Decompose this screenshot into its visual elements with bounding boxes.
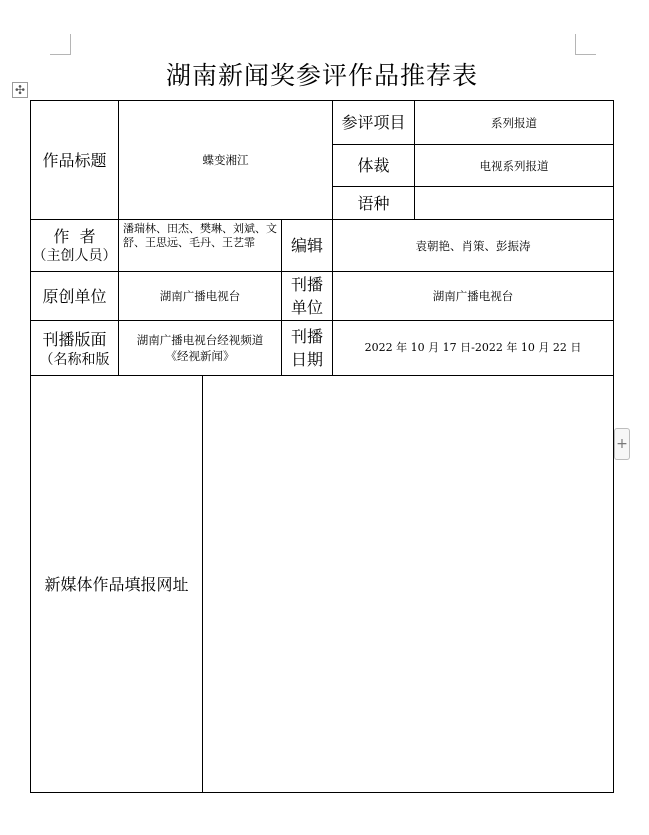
url-label: 新媒体作品填报网址 (44, 574, 189, 594)
publish-unit-label-line1: 刊播 (290, 275, 323, 294)
work-title-label-cell (30, 100, 119, 220)
editor-value: 袁朝艳、肖策、彭振涛 (415, 238, 531, 253)
author-label-cell (30, 219, 119, 272)
date-label-cell (281, 320, 333, 376)
date-label-line2: 日期 (290, 350, 323, 369)
work-title-value: 蝶变湘江 (202, 153, 249, 167)
edition-value-cell[interactable] (118, 320, 282, 376)
author-label-line1: 作 者 (53, 226, 96, 246)
edition-label-cell (30, 320, 119, 376)
edition-label-line2: （名称和版 (39, 351, 110, 368)
genre-value: 电视系列报道 (479, 158, 549, 173)
language-label: 语种 (357, 193, 390, 213)
author-value-cell[interactable] (118, 219, 282, 272)
edition-label-line1: 刊播版面 (42, 329, 107, 349)
original-unit-value-cell[interactable] (118, 271, 282, 321)
genre-label-cell (332, 144, 415, 187)
edition-value-line2: 《经视新闻》 (165, 349, 235, 363)
publish-unit-label-cell (281, 271, 333, 321)
language-label-cell (332, 186, 415, 220)
publish-unit-label-line2: 单位 (290, 298, 323, 317)
add-glyph: + (616, 436, 628, 452)
genre-value-cell[interactable] (414, 144, 614, 187)
url-value-cell[interactable] (202, 375, 614, 793)
crop-mark-top-left (50, 34, 71, 55)
editor-value-cell[interactable] (332, 219, 614, 272)
edition-value-line1: 湖南广播电视台经视频道 (136, 333, 264, 347)
publish-unit-value-cell[interactable] (332, 271, 614, 321)
author-value: 潘瑞林、田杰、樊琳、刘斌、文舒、王思远、毛丹、王艺霏 (123, 222, 277, 249)
page-title: 湖南新闻奖参评作品推荐表 (165, 61, 478, 90)
work-title-label: 作品标题 (42, 150, 107, 170)
crop-mark-top-right (575, 34, 596, 55)
original-unit-label-cell (30, 271, 119, 321)
category-value: 系列报道 (491, 115, 537, 130)
category-value-cell[interactable] (414, 100, 614, 145)
editor-label-cell (281, 219, 333, 272)
author-label-line2: （主创人员） (32, 247, 117, 264)
original-unit-label: 原创单位 (42, 286, 107, 306)
add-row-icon[interactable] (614, 428, 630, 460)
category-label: 参评项目 (341, 113, 406, 132)
move-glyph: ✣ (14, 83, 26, 97)
language-value-cell[interactable] (414, 186, 614, 220)
table-move-icon[interactable] (12, 82, 28, 98)
genre-label: 体裁 (357, 156, 390, 175)
date-value-cell[interactable] (332, 320, 614, 376)
editor-label: 编辑 (290, 236, 323, 255)
date-value: 2022 年 10 月 17 日-2022 年 10 月 22 日 (364, 341, 582, 354)
category-label-cell (332, 100, 415, 145)
work-title-value-cell[interactable] (118, 100, 333, 220)
publish-unit-value: 湖南广播电视台 (432, 289, 514, 303)
date-label-line1: 刊播 (290, 327, 323, 346)
url-label-cell (30, 375, 203, 793)
original-unit-value: 湖南广播电视台 (159, 289, 241, 303)
